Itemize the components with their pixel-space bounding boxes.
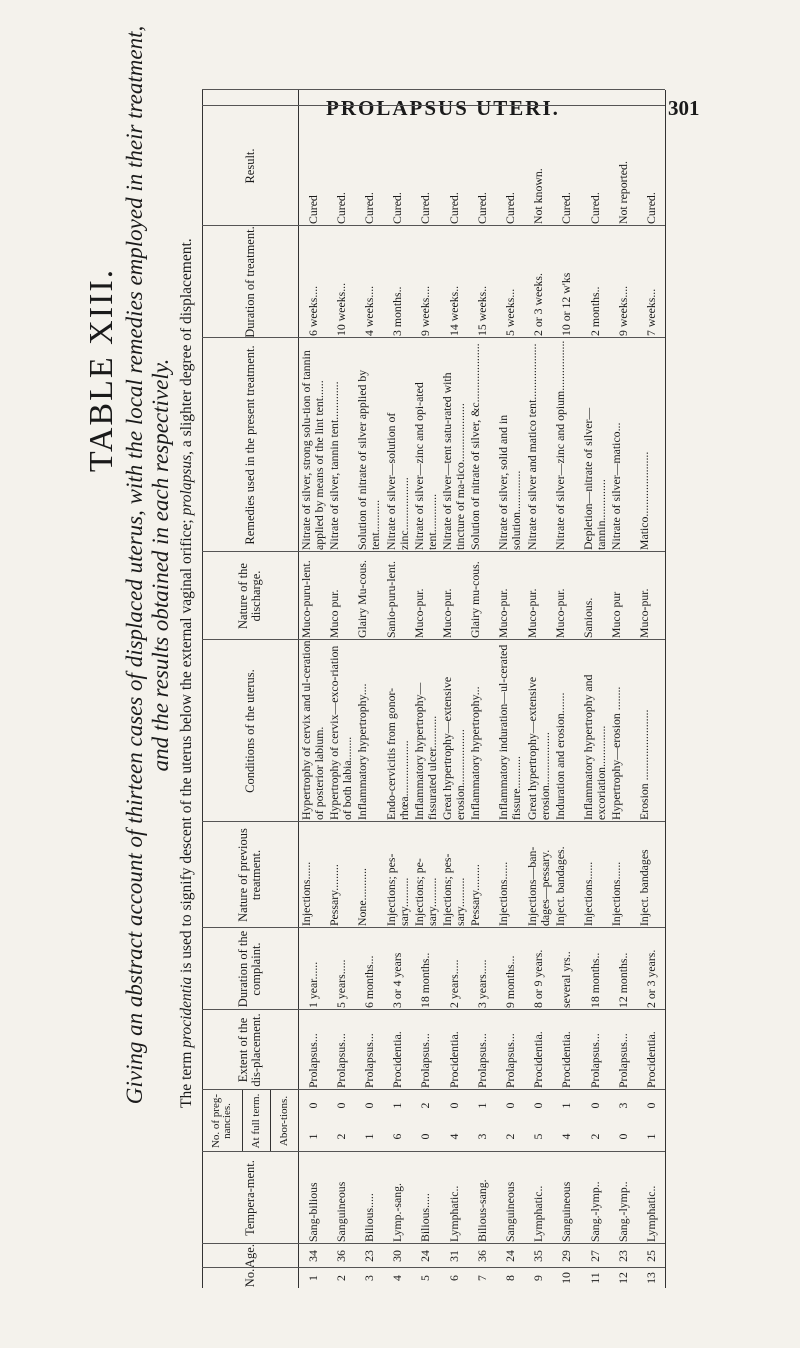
- cell-extent: Prolapsus...: [615, 1033, 630, 1088]
- cell-treatment-duration: 10 weeks...: [333, 282, 348, 336]
- cell-previous: Injections......: [581, 861, 595, 926]
- cell-duration: 1 year......: [305, 961, 320, 1008]
- pregnancies-subrule-2: [270, 1090, 271, 1152]
- cell-discharge: Muco-pur.: [552, 588, 567, 638]
- cell-remedies: Nitrate of silver—matico...: [609, 422, 624, 550]
- cell-conditions: Hypertrophy—erosion ........: [609, 686, 624, 820]
- cell-result: Cured.: [587, 192, 602, 224]
- cell-age: 24: [502, 1250, 517, 1262]
- cell-previous: Inject. bandages.: [552, 846, 567, 926]
- cell-duration: 8 or 9 years.: [531, 949, 546, 1008]
- cell-previous: Pessary.........: [468, 864, 483, 926]
- cell-no: 8: [502, 1275, 517, 1281]
- cell-result: Cured.: [361, 192, 376, 224]
- cell-full-term: 0: [418, 1133, 433, 1140]
- cell-full-term: 2: [587, 1133, 602, 1140]
- cell-remedies: Nitrate of silver, tannin tent.............: [327, 381, 342, 550]
- header-extent: Extent of the dis-placement.: [236, 1013, 263, 1087]
- cell-full-term: 2: [333, 1133, 348, 1140]
- cell-previous: Pessary.........: [327, 864, 342, 926]
- cell-no: 11: [587, 1272, 602, 1284]
- cell-discharge: Muco pur.: [327, 589, 342, 638]
- table-row: [440, 90, 468, 1288]
- cell-abortions: 0: [305, 1102, 320, 1109]
- cell-age: 31: [446, 1250, 461, 1262]
- cell-result: Cured.: [559, 192, 574, 224]
- cell-result: Cured.: [390, 192, 405, 224]
- cell-full-term: 0: [615, 1133, 630, 1140]
- cell-discharge: Muco-pur.: [496, 588, 511, 638]
- cell-no: 4: [390, 1275, 405, 1281]
- cell-age: 34: [305, 1250, 320, 1262]
- cell-age: 27: [587, 1250, 602, 1262]
- cell-previous: Injections......: [496, 861, 511, 926]
- cell-result: Cured.: [502, 192, 517, 224]
- cell-treatment-duration: 14 weeks..: [446, 285, 461, 336]
- cell-abortions: 1: [559, 1102, 574, 1109]
- cell-duration: 12 months..: [615, 952, 630, 1008]
- cell-abortions: 3: [615, 1102, 630, 1109]
- cell-temperament: Lymphatic..: [643, 1185, 658, 1242]
- cell-no: 3: [361, 1275, 376, 1281]
- cell-duration: 3 or 4 years: [390, 952, 405, 1008]
- cell-duration: 6 months...: [361, 955, 376, 1008]
- header-result: Result.: [242, 148, 257, 184]
- cell-duration: several yrs..: [559, 951, 574, 1008]
- cell-conditions: Erosion ........................: [637, 709, 652, 820]
- cell-temperament: Lymp.-sang.: [390, 1183, 405, 1242]
- cell-result: Cured.: [418, 192, 433, 224]
- header-remedies: Remedies used in the present treatment.: [242, 345, 257, 545]
- header-abortions: Abor-tions.: [277, 1095, 290, 1147]
- table-row: [384, 90, 412, 1288]
- table-row: [581, 90, 609, 1288]
- cell-extent: Procidentia.: [390, 1031, 405, 1088]
- cell-abortions: 0: [502, 1102, 517, 1109]
- cell-abortions: 0: [361, 1102, 376, 1109]
- cell-conditions: Great hypertrophy—extensive erosion..................: [524, 676, 552, 820]
- cell-temperament: Bilious.....: [361, 1193, 376, 1242]
- note-term-prolapsus: prolapsus: [178, 454, 195, 516]
- cell-full-term: 4: [446, 1133, 461, 1140]
- cell-abortions: 0: [587, 1102, 602, 1109]
- cell-treatment-duration: 6 weeks....: [305, 285, 320, 336]
- cell-discharge: Muco-pur.: [440, 588, 454, 638]
- table-note: [178, 8, 196, 1108]
- table-row: [609, 90, 637, 1288]
- cell-full-term: 3: [474, 1133, 489, 1140]
- cell-full-term: 4: [559, 1133, 574, 1140]
- cell-remedies: Matico......................: [637, 451, 652, 550]
- cell-temperament: Bilious.....: [418, 1193, 433, 1242]
- header-duration: Duration of the complaint.: [236, 930, 263, 1008]
- cell-conditions: Inflammatory hypertrophy...: [468, 686, 483, 820]
- header-pregnancies: No. of preg-nancies.: [210, 1093, 233, 1149]
- cell-result: Cured.: [643, 192, 658, 224]
- cell-discharge: Muco-pur.: [524, 588, 539, 638]
- cell-age: 25: [643, 1250, 658, 1262]
- cell-abortions: 1: [474, 1102, 489, 1109]
- cell-discharge: Glairy mu-cous.: [468, 561, 483, 638]
- cell-extent: Prolapsus...: [361, 1033, 376, 1088]
- cell-age: 36: [474, 1250, 489, 1262]
- cell-age: 24: [418, 1250, 433, 1262]
- cell-conditions: Inflammatory hypertrophy and excoriation..............: [581, 674, 608, 820]
- cell-result: Cured.: [474, 192, 489, 224]
- cell-conditions: Hypertrophy of cervix and ul-ceration of posterior labium.: [299, 640, 326, 820]
- table-row: [327, 90, 355, 1288]
- cell-remedies: Nitrate of silver—zinc and opium.................: [552, 340, 567, 550]
- cell-abortions: 0: [333, 1102, 348, 1109]
- cell-full-term: 1: [361, 1133, 376, 1140]
- cell-extent: Prolapsus...: [502, 1033, 517, 1088]
- cell-duration: 2 years.....: [446, 959, 461, 1008]
- cell-remedies: Nitrate of silver, solid and in solution..............: [496, 414, 524, 550]
- running-header: PROLAPSUS UTERI.: [326, 96, 560, 120]
- cell-previous: Injections; pes-sary..........: [440, 853, 467, 926]
- cell-conditions: Endo-cervicitis from gonor-rhœa...................: [383, 687, 411, 820]
- cell-treatment-duration: 3 months..: [390, 286, 405, 336]
- cell-treatment-duration: 9 weeks....: [418, 285, 433, 336]
- cell-extent: Prolapsus...: [587, 1033, 602, 1088]
- cell-abortions: 0: [531, 1102, 546, 1109]
- cell-conditions: Great hypertrophy—extensive erosion...................: [440, 676, 467, 820]
- cell-previous: Injections; pes-sary..........: [383, 853, 411, 926]
- cell-abortions: 1: [390, 1102, 405, 1109]
- cell-remedies: Solution of nitrate of silver applied by tent...........: [355, 369, 383, 550]
- cell-result: Not known.: [531, 168, 546, 224]
- cell-treatment-duration: 9 weeks....: [615, 285, 630, 336]
- cell-result: Cured.: [333, 192, 348, 224]
- cell-duration: 18 months..: [418, 952, 433, 1008]
- cell-extent: Prolapsus...: [474, 1033, 489, 1088]
- page-number: 301: [668, 96, 700, 120]
- table-title: [122, 20, 174, 1110]
- cell-no: 10: [559, 1272, 574, 1284]
- table-row: [412, 90, 440, 1288]
- cell-temperament: Sanguineous: [559, 1181, 574, 1242]
- cell-age: 23: [361, 1250, 376, 1262]
- header-full-term: At full term.: [249, 1093, 262, 1149]
- cell-previous: Injections; pe-sary..........: [411, 858, 439, 926]
- cell-age: 35: [531, 1250, 546, 1262]
- cell-abortions: 0: [643, 1102, 658, 1109]
- cell-remedies: Nitrate of silver, strong solu-tion of tannin applied by means of the lint tent......: [299, 350, 326, 550]
- cell-treatment-duration: 2 months..: [587, 286, 602, 336]
- cell-no: 6: [446, 1275, 461, 1281]
- cell-discharge: Sanious.: [581, 597, 595, 638]
- cell-result: Not reported.: [615, 161, 630, 224]
- cell-duration: 9 months...: [502, 955, 517, 1008]
- table-label: TABLE XIII.: [83, 267, 120, 473]
- cell-conditions: Induration and erosion.......: [552, 692, 567, 820]
- header-treatment-duration: Duration of treatment.: [242, 226, 257, 338]
- cell-full-term: 6: [390, 1133, 405, 1140]
- header-discharge: Nature of the discharge.: [236, 563, 263, 629]
- note-before: The term: [178, 1051, 195, 1108]
- header-no: No.: [242, 1268, 257, 1288]
- table-row: [355, 90, 383, 1288]
- cell-extent: Prolapsus...: [418, 1033, 433, 1088]
- header-rule-top: [202, 90, 203, 1288]
- cell-duration: 2 or 3 years.: [643, 949, 658, 1008]
- cell-full-term: 2: [502, 1133, 517, 1140]
- cell-no: 7: [474, 1275, 489, 1281]
- header-conditions: Conditions of the uterus.: [242, 669, 257, 793]
- cell-no: 1: [305, 1275, 320, 1281]
- cell-temperament: Lymphatic..: [446, 1185, 461, 1242]
- cell-remedies: Nitrate of silver—zinc and opi-ated tent.............: [411, 382, 439, 550]
- cell-previous: None...........: [355, 868, 370, 926]
- cell-discharge: Muco-pur.: [637, 588, 652, 638]
- cell-duration: 5 years.....: [333, 959, 348, 1008]
- cell-previous: Injections—ban-dages—pessary.: [524, 846, 552, 926]
- cell-extent: Procidentia.: [559, 1031, 574, 1088]
- table-title-line1: Giving an abstract account of thirteen cases of displaced uterus, with the local remedies employed in their treatment,: [122, 25, 147, 1105]
- cell-conditions: Inflammatory induration—ul-cerated fissure...........: [496, 644, 524, 820]
- cell-discharge: Sanio-puru-lent.: [383, 561, 398, 638]
- cell-no: 9: [531, 1275, 546, 1281]
- cell-full-term: 5: [531, 1133, 546, 1140]
- table-row: [553, 90, 581, 1288]
- header-age: Age.: [242, 1244, 257, 1268]
- cell-treatment-duration: 7 weeks...: [643, 288, 658, 336]
- cell-extent: Prolapsus...: [305, 1033, 320, 1088]
- cell-abortions: 2: [418, 1102, 433, 1109]
- cell-previous: Injections......: [609, 861, 624, 926]
- table-row: [496, 90, 524, 1288]
- table-row: [637, 90, 665, 1288]
- cell-result: Cured.: [446, 192, 461, 224]
- pregnancies-subrule: [242, 1090, 243, 1152]
- cell-previous: Inject. bandages: [637, 849, 652, 926]
- cell-full-term: 1: [305, 1133, 320, 1140]
- cell-temperament: Sang.-lymp..: [587, 1181, 602, 1242]
- cell-full-term: 1: [643, 1133, 658, 1140]
- cell-abortions: 0: [446, 1102, 461, 1109]
- table-row: [468, 90, 496, 1288]
- cell-temperament: Bilious-sang.: [474, 1179, 489, 1242]
- cell-temperament: Sang-bilious: [305, 1182, 320, 1242]
- cell-treatment-duration: 10 or 12 w'ks: [559, 272, 574, 336]
- cell-temperament: Lymphatic..: [531, 1185, 546, 1242]
- cell-treatment-duration: 15 weeks..: [474, 285, 489, 336]
- cell-remedies: Nitrate of silver and matico tent...................: [524, 343, 539, 550]
- data-table: [202, 90, 710, 1288]
- cell-remedies: Nitrate of silver—tent satu-rated with tincture of ma-tico....................: [440, 372, 467, 550]
- cell-age: 29: [559, 1250, 574, 1262]
- table-title-line2: and the results obtained in each respectively.: [148, 358, 173, 772]
- cell-extent: Prolapsus...: [333, 1033, 348, 1088]
- cell-conditions: Hypertrophy of cervix—exco-riation of both labia........: [327, 645, 355, 820]
- note-middle: is used to signify descent of the uterus below the external vaginal orifice;: [178, 519, 195, 973]
- table-row: [525, 90, 553, 1288]
- cell-result: Cured: [305, 195, 320, 224]
- cell-no: 2: [333, 1275, 348, 1281]
- cell-age: 23: [615, 1250, 630, 1262]
- cell-extent: Procidentia.: [531, 1031, 546, 1088]
- cell-discharge: Muco-puru-lent.: [299, 560, 313, 638]
- cell-treatment-duration: 5 weeks...: [502, 288, 517, 336]
- cell-temperament: Sang.-lymp..: [615, 1181, 630, 1242]
- cell-previous: Injections......: [299, 861, 313, 926]
- header-temperament: Tempera-ment.: [242, 1160, 257, 1236]
- cell-no: 13: [643, 1272, 658, 1284]
- cell-temperament: Sanguineous: [502, 1181, 517, 1242]
- cell-treatment-duration: 4 weeks....: [361, 285, 376, 336]
- cell-extent: Procidentia.: [446, 1031, 461, 1088]
- cell-no: 12: [615, 1272, 630, 1284]
- cell-treatment-duration: 2 or 3 weeks.: [531, 273, 546, 336]
- cell-discharge: Muco pur: [609, 591, 624, 638]
- cell-discharge: Muco-pur.: [411, 588, 426, 638]
- cell-conditions: Inflammatory hypertrophy....: [355, 683, 370, 820]
- header-previous: Nature of previous treatment.: [236, 828, 263, 922]
- cell-age: 36: [333, 1250, 348, 1262]
- note-term-procidentia: procidentia: [178, 976, 195, 1048]
- cell-remedies: Nitrate of silver—solution of zinc..................: [383, 412, 411, 550]
- table-row: [299, 90, 327, 1288]
- cell-no: 5: [418, 1275, 433, 1281]
- cell-discharge: Glairy Mu-cous.: [355, 560, 370, 638]
- note-after: , a slighter degree of displacement.: [178, 238, 195, 455]
- cell-age: 30: [390, 1250, 405, 1262]
- cell-extent: Procidentia.: [643, 1031, 658, 1088]
- cell-duration: 18 months..: [587, 952, 602, 1008]
- cell-duration: 3 years.....: [474, 959, 489, 1008]
- cell-remedies: Depletion—nitrate of silver—tannin..............: [581, 407, 608, 550]
- cell-temperament: Sanguineous: [333, 1181, 348, 1242]
- cell-remedies: Solution of nitrate of silver, &c....................: [468, 343, 483, 550]
- cell-conditions: Inflammatory hypertrophy—fissurated ulcer...........: [411, 682, 439, 820]
